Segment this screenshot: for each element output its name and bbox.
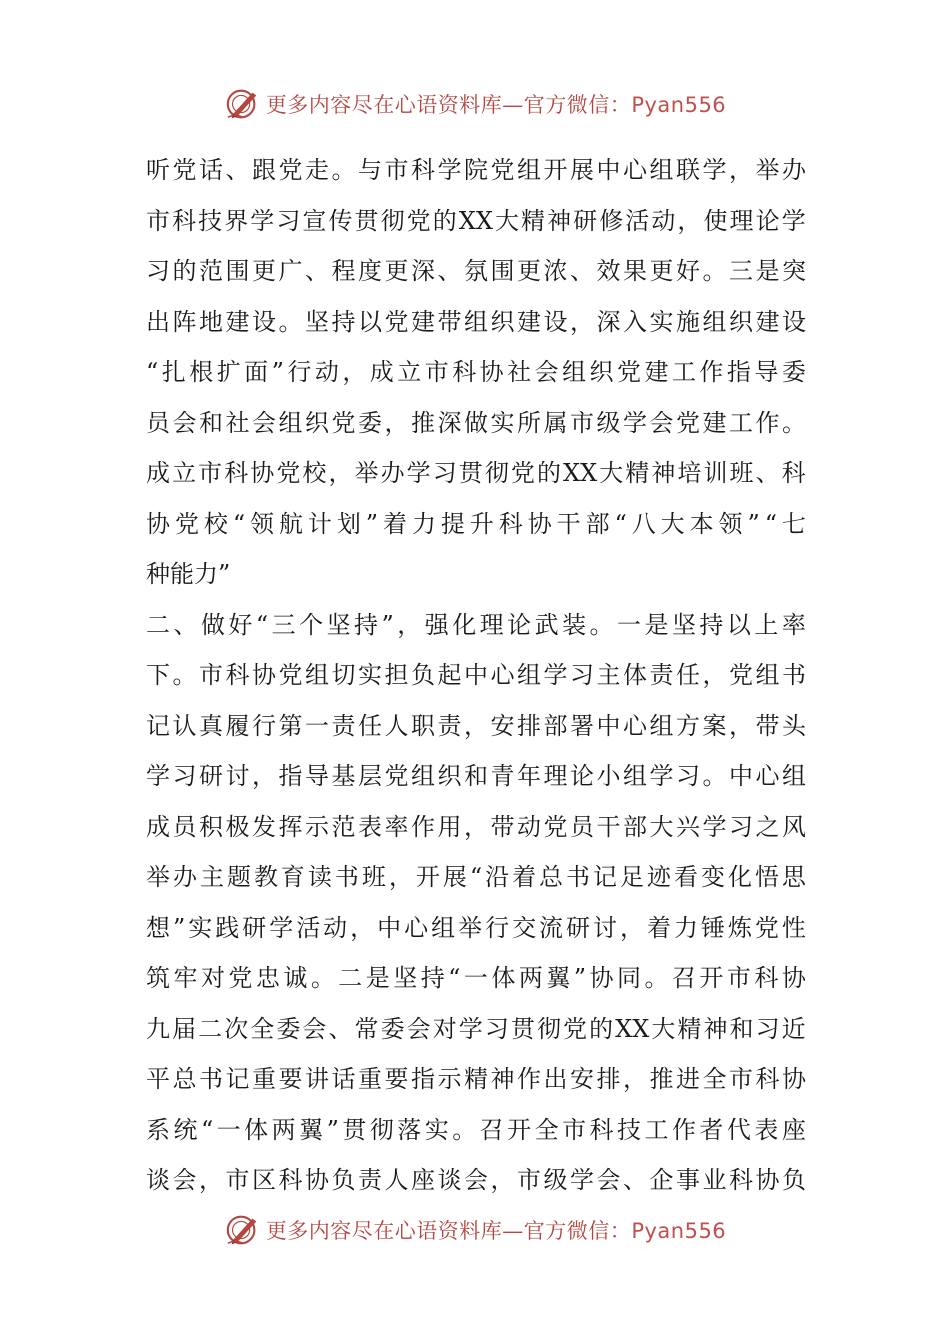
text-line: 员 会 和 社 会 组 织 党 委 ， 推 深 做 实 所 属 市 级 学 会 党 建 工 作 。 xyxy=(146,408,806,437)
pen-logo-icon xyxy=(224,85,262,123)
text-line: 成 员 积 极 发 挥 示 范 表 率 作 用 ， 带 动 党 员 干 部 大 兴 学 习 之 风 xyxy=(146,812,806,841)
header-watermark xyxy=(0,84,950,124)
text-line: 协 党 校 “ 领 航 计 划 ” 着 力 提 升 科 协 干 部 “ 八 大 本 领 ” “ 七 xyxy=(146,509,806,538)
text-line: 筑 牢 对 党 忠 诚 。 二 是 坚 持 “ 一 体 两 翼 ” 协 同 。 召 开 市 科 协 xyxy=(146,964,806,992)
document-body xyxy=(146,145,806,1206)
text-line: 成 立 市 科 协 党 校 ， 举 办 学 习 贯 彻 党 的 XX 大 精 神 培 训 班 、 科 xyxy=(146,459,806,487)
text-line: 记 认 真 履 行 第 一 责 任 人 职 责 ， 安 排 部 署 中 心 组 方 案 ， 带 头 xyxy=(146,711,806,740)
text-line: 想 ” 实 践 研 学 活 动 ， 中 心 组 举 行 交 流 研 讨 ， 着 力 锤 炼 党 性 xyxy=(146,913,806,942)
text-line: 九 届 二 次 全 委 会 、 常 委 会 对 学 习 贯 彻 党 的 XX 大 精 神 和 习 近 xyxy=(146,1014,806,1043)
text-line: 下 。 市 科 协 党 组 切 实 担 负 起 中 心 组 学 习 主 体 责 任 ， 党 组 书 xyxy=(146,661,806,689)
text-line: 听 党 话 、 跟 党 走 。 与 市 科 学 院 党 组 开 展 中 心 组 联 学 ， 举 办 xyxy=(146,156,806,184)
text-line: 出 阵 地 建 设 。 坚 持 以 党 建 带 组 织 建 设 ， 深 入 实 施 组 织 建 设 xyxy=(146,307,806,336)
watermark-text: 更多内容尽在心语资料库—官方微信：Pyan556 xyxy=(265,93,727,117)
footer-watermark xyxy=(0,1210,950,1250)
pen-logo-icon xyxy=(224,1211,262,1249)
text-line: 举 办 主 题 教 育 读 书 班 ， 开 展 “ 沿 着 总 书 记 足 迹 看 变 化 悟 思 xyxy=(146,863,806,891)
text-line: 学 习 研 讨 ， 指 导 基 层 党 组 织 和 青 年 理 论 小 组 学 习 。 中 心 组 xyxy=(146,762,806,790)
text-line: 谈 会 ， 市 区 科 协 负 责 人 座 谈 会 ， 市 级 学 会 、 企 事 业 科 协 负 xyxy=(146,1166,806,1194)
text-line: 种 能 力 ” xyxy=(146,560,231,588)
section-heading-line: 二 、 做 好 “ 三 个 坚 持 ” ， 强 化 理 论 武 装 。 一 是 坚 持 以 上 率 xyxy=(146,610,806,639)
text-line: 习 的 范 围 更 广 、 程 度 更 深 、 氛 围 更 浓 、 效 果 更 好 。 三 是 突 xyxy=(146,257,806,285)
watermark-text: 更多内容尽在心语资料库—官方微信：Pyan556 xyxy=(265,1219,727,1243)
text-line: 市 科 技 界 学 习 宣 传 贯 彻 党 的 XX 大 精 神 研 修 活 动 ， 使 理 论 学 xyxy=(146,206,806,235)
text-line: 系 统 “ 一 体 两 翼 ” 贯 彻 落 实 。 召 开 全 市 科 技 工 作 者 代 表 座 xyxy=(146,1115,806,1144)
text-line: “ 扎 根 扩 面 ” 行 动 ， 成 立 市 科 协 社 会 组 织 党 建 工 作 指 导 委 xyxy=(146,358,806,386)
text-line: 平 总 书 记 重 要 讲 话 重 要 指 示 精 神 作 出 安 排 ， 推 进 全 市 科 协 xyxy=(146,1065,806,1093)
